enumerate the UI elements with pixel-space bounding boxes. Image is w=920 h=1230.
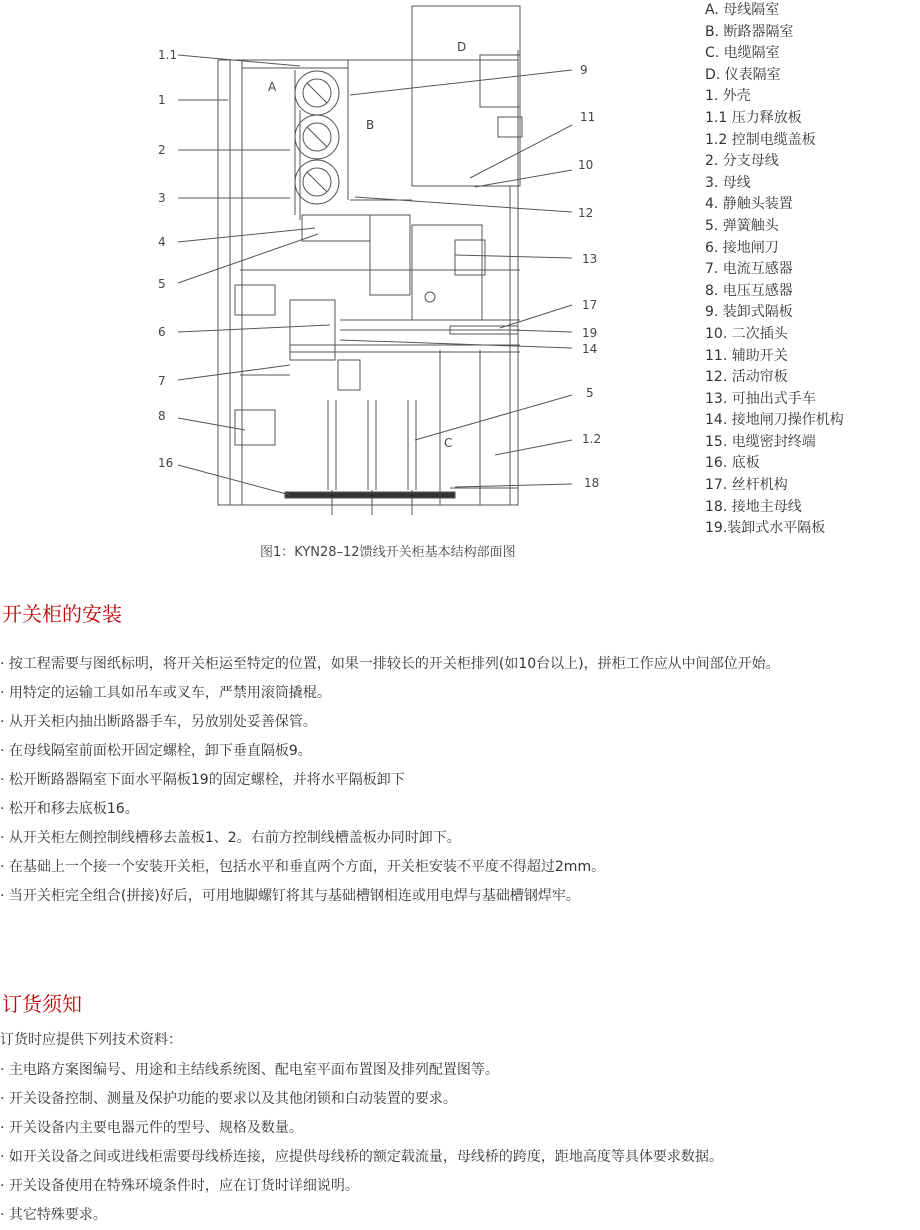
list-item: · 开关设备使用在特殊环境条件时，应在订货时详细说明。	[0, 1178, 359, 1194]
ordering-intro: 订货时应提供下列技术资料：	[0, 1032, 182, 1048]
ordering-title: 订货须知	[2, 992, 82, 1016]
legend-item: 7. 电流互感器	[705, 261, 793, 278]
legend-item: D. 仪表隔室	[705, 66, 781, 83]
legend-item: 8. 电压互感器	[705, 282, 793, 299]
legend-item: 19.装卸式水平隔板	[705, 520, 826, 537]
callout-left: 16	[158, 456, 174, 470]
legend-item: 1. 外壳	[705, 88, 751, 105]
legend-item: 2. 分支母线	[705, 153, 779, 170]
legend-item: 13. 可抽出式手车	[705, 390, 816, 407]
list-item: · 主电路方案图编号、用途和主结线系统图、配电室平面布置图及排列配置图等。	[0, 1062, 499, 1078]
legend-item: 1.1 压力释放板	[705, 109, 802, 126]
list-item: · 用特定的运输工具如吊车或叉车，严禁用滚筒撬棍。	[0, 685, 331, 701]
legend-item: 3. 母线	[705, 174, 751, 191]
callout-right: 14	[582, 342, 598, 356]
legend-item: 1.2 控制电缆盖板	[705, 131, 816, 148]
installation-list	[0, 650, 915, 911]
list-item: · 从开关柜内抽出断路器手车，另放别处妥善保管。	[0, 714, 317, 730]
list-item: · 在母线隔室前面松开固定螺栓，卸下垂直隔板9。	[0, 743, 312, 759]
legend-item: 15. 电缆密封终端	[705, 433, 816, 450]
callout-right: 1.2	[582, 432, 602, 446]
compartment-b-label: B	[366, 118, 375, 132]
compartment-d-label: D	[457, 40, 467, 54]
compartment-c-label: C	[444, 436, 453, 450]
list-item: · 开关设备控制、测量及保护功能的要求以及其他闭锁和白动装置的要求。	[0, 1091, 457, 1107]
switchgear-drawing	[150, 0, 610, 540]
list-item: · 松开和移去底板16。	[0, 801, 139, 817]
callout-left: 1	[158, 93, 166, 107]
callout-right: 17	[582, 298, 598, 312]
legend-item: 17. 丝杆机构	[705, 477, 788, 494]
cross-section-figure	[150, 0, 610, 540]
figure-caption: 图1：KYN28–12馈线开关柜基本结构部面图	[260, 545, 516, 560]
legend-item: 5. 弹簧触头	[705, 217, 779, 234]
callout-left: 2	[158, 143, 166, 157]
list-item: · 按工程需要与图纸标明，将开关柜运至特定的位置，如果一排较长的开关柜排列(如10台以上)，拼柜工作应从中间部位开始。	[0, 656, 780, 672]
installation-title: 开关柜的安装	[2, 602, 122, 626]
legend-item: 11. 辅助开关	[705, 347, 788, 364]
callout-left: 1.1	[158, 48, 178, 62]
callout-right: 11	[580, 110, 596, 124]
list-item: · 松开断路器隔室下面水平隔板19的固定螺栓，并将水平隔板卸下	[0, 772, 405, 788]
callout-right: 12	[578, 206, 594, 220]
callout-left: 4	[158, 235, 166, 249]
legend-item: 6. 接地闸刀	[705, 239, 779, 256]
callout-right: 5	[586, 386, 594, 400]
legend-item: 9. 装卸式隔板	[705, 304, 793, 321]
list-item: · 在基础上一个接一个安装开关柜，包括水平和垂直两个方面，开关柜安装不平度不得超过2mm。	[0, 859, 606, 875]
callout-right: 13	[582, 252, 598, 266]
callout-left: 6	[158, 325, 166, 339]
compartment-a-label: A	[268, 80, 277, 94]
legend-item: C. 电缆隔室	[705, 45, 780, 62]
callout-left: 5	[158, 277, 166, 291]
callout-right: 19	[582, 326, 598, 340]
legend-item: 16. 底板	[705, 455, 760, 472]
callout-left: 3	[158, 191, 166, 205]
legend-item: 18. 接地主母线	[705, 498, 802, 515]
legend-item: 10. 二次插头	[705, 325, 788, 342]
callout-left: 8	[158, 409, 166, 423]
list-item: · 从开关柜左侧控制线槽移去盖板1、2。右前方控制线槽盖板办同时卸下。	[0, 830, 461, 846]
callout-right: 10	[578, 158, 594, 172]
list-item: · 开关设备内主要电器元件的型号、规格及数量。	[0, 1120, 303, 1136]
ordering-list	[0, 1056, 915, 1230]
callout-left: 7	[158, 374, 166, 388]
legend-item: 14. 接地闸刀操作机构	[705, 412, 844, 429]
list-item: · 其它特殊要求。	[0, 1207, 107, 1223]
callout-right: 9	[580, 63, 588, 77]
legend-item: A. 母线隔室	[705, 2, 780, 18]
legend-item: 4. 静触头装置	[705, 196, 793, 213]
legend-item: 12. 活动帘板	[705, 369, 788, 386]
legend-item: B. 断路器隔室	[705, 23, 794, 40]
figure-legend	[705, 0, 915, 540]
list-item: · 当开关柜完全组合(拼接)好后，可用地脚螺钉将其与基础槽钢相连或用电焊与基础槽钢焊牢。	[0, 888, 580, 904]
callout-right: 18	[584, 476, 600, 490]
list-item: · 如开关设备之间或进线柜需要母线桥连接，应提供母线桥的额定载流量，母线桥的跨度，距地高度等具体要求数据。	[0, 1149, 723, 1165]
